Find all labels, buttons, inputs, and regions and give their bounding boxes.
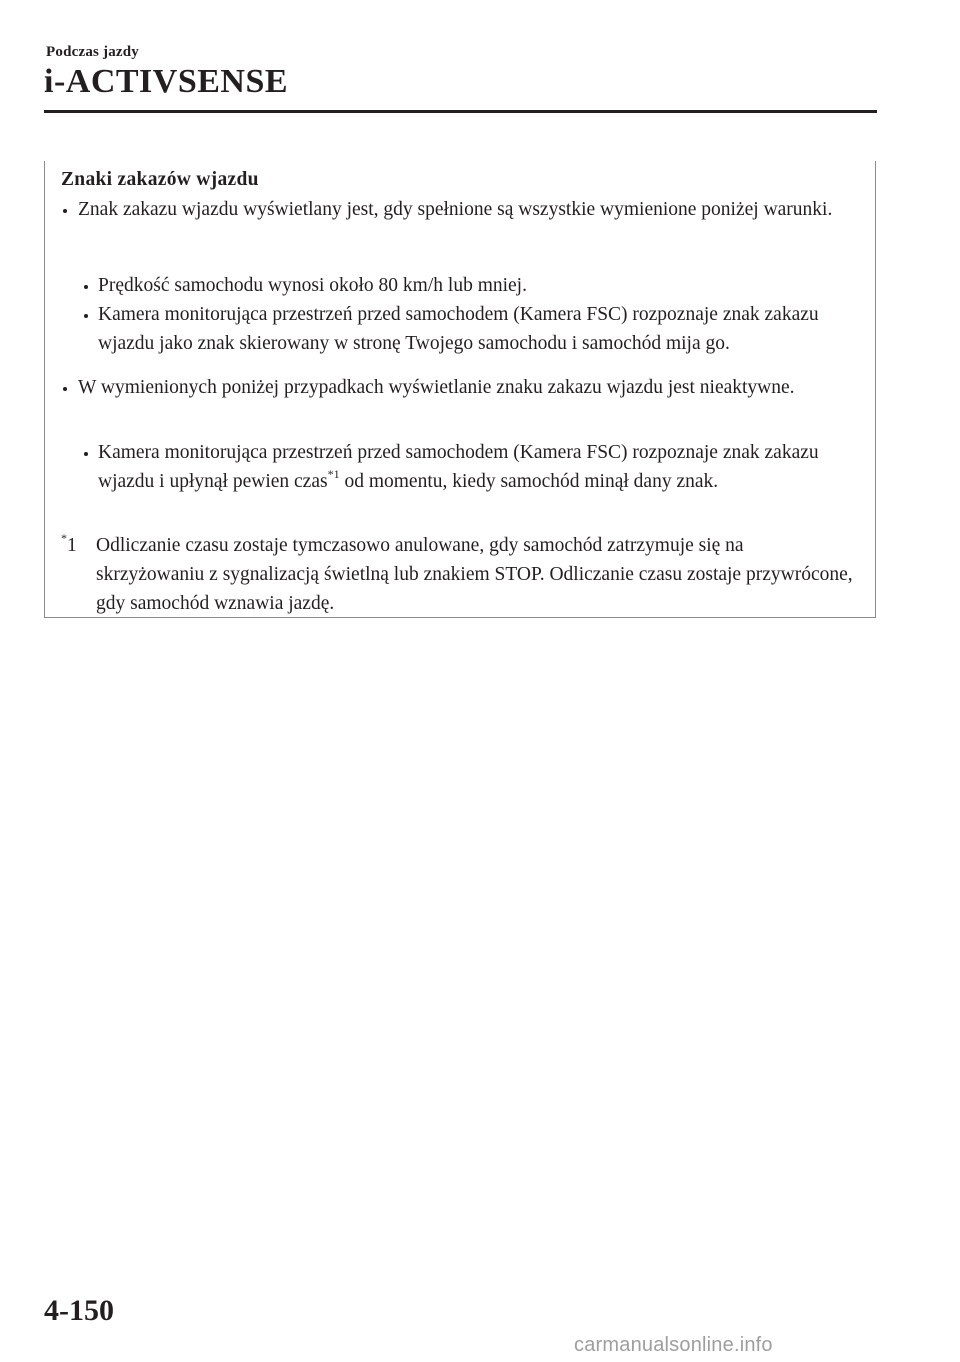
sub-list-item (98, 300, 868, 358)
footnote-asterisk: * (61, 530, 67, 545)
bullet-icon (84, 452, 88, 456)
info-box (44, 161, 876, 618)
sub-list-item-text: Prędkość samochodu wynosi około 80 km/h lub mniej. (98, 275, 527, 296)
bullet-icon (63, 387, 67, 391)
sub-list-item (98, 271, 868, 300)
bullet-icon (84, 285, 88, 289)
list-item-text: W wymienionych poniżej przypadkach wyświetlanie znaku zakazu wjazdu jest nieaktywne. (78, 377, 795, 398)
chapter-label: Podczas jazdy (46, 44, 140, 60)
sub-list-item-text: Kamera monitorująca przestrzeń przed samochodem (Kamera FSC) rozpoznaje znak zakazu wjazdu i upłynął pewien czas (98, 442, 819, 492)
bullet-icon (63, 209, 67, 213)
page-number: 4-150 (44, 1294, 114, 1327)
footnote-number: 1 (67, 535, 77, 556)
footnote-text: Odliczanie czasu zostaje tymczasowo anulowane, gdy samochód zatrzymuje się na skrzyżowaniu z sygnalizacją świetlną lub znakiem STOP. Odliczanie czasu zostaje przywrócone, gdy samochód wznawia jazdę. (96, 535, 853, 614)
footnote-marker (61, 531, 77, 560)
bullet-icon (84, 314, 88, 318)
title-divider (44, 110, 877, 113)
watermark: carmanualsonline.info (574, 1334, 773, 1356)
footnote-reference: *1 (327, 466, 340, 481)
list-item-text: Znak zakazu wjazdu wyświetlany jest, gdy spełnione są wszystkie wymienione poniżej warunki. (78, 199, 833, 220)
list-item (78, 195, 868, 224)
sub-list-item-text-continued: od momentu, kiedy samochód minął dany znak. (339, 471, 719, 492)
box-heading: Znaki zakazów wjazdu (61, 169, 259, 190)
section-title: i-ACTIVSENSE (44, 63, 289, 100)
sub-list-item (98, 438, 868, 496)
list-item (78, 373, 868, 402)
sub-list-item-text: Kamera monitorująca przestrzeń przed samochodem (Kamera FSC) rozpoznaje znak zakazu wjazdu jako znak skierowany w stronę Twojego samochodu i samochód mija go. (98, 304, 819, 354)
